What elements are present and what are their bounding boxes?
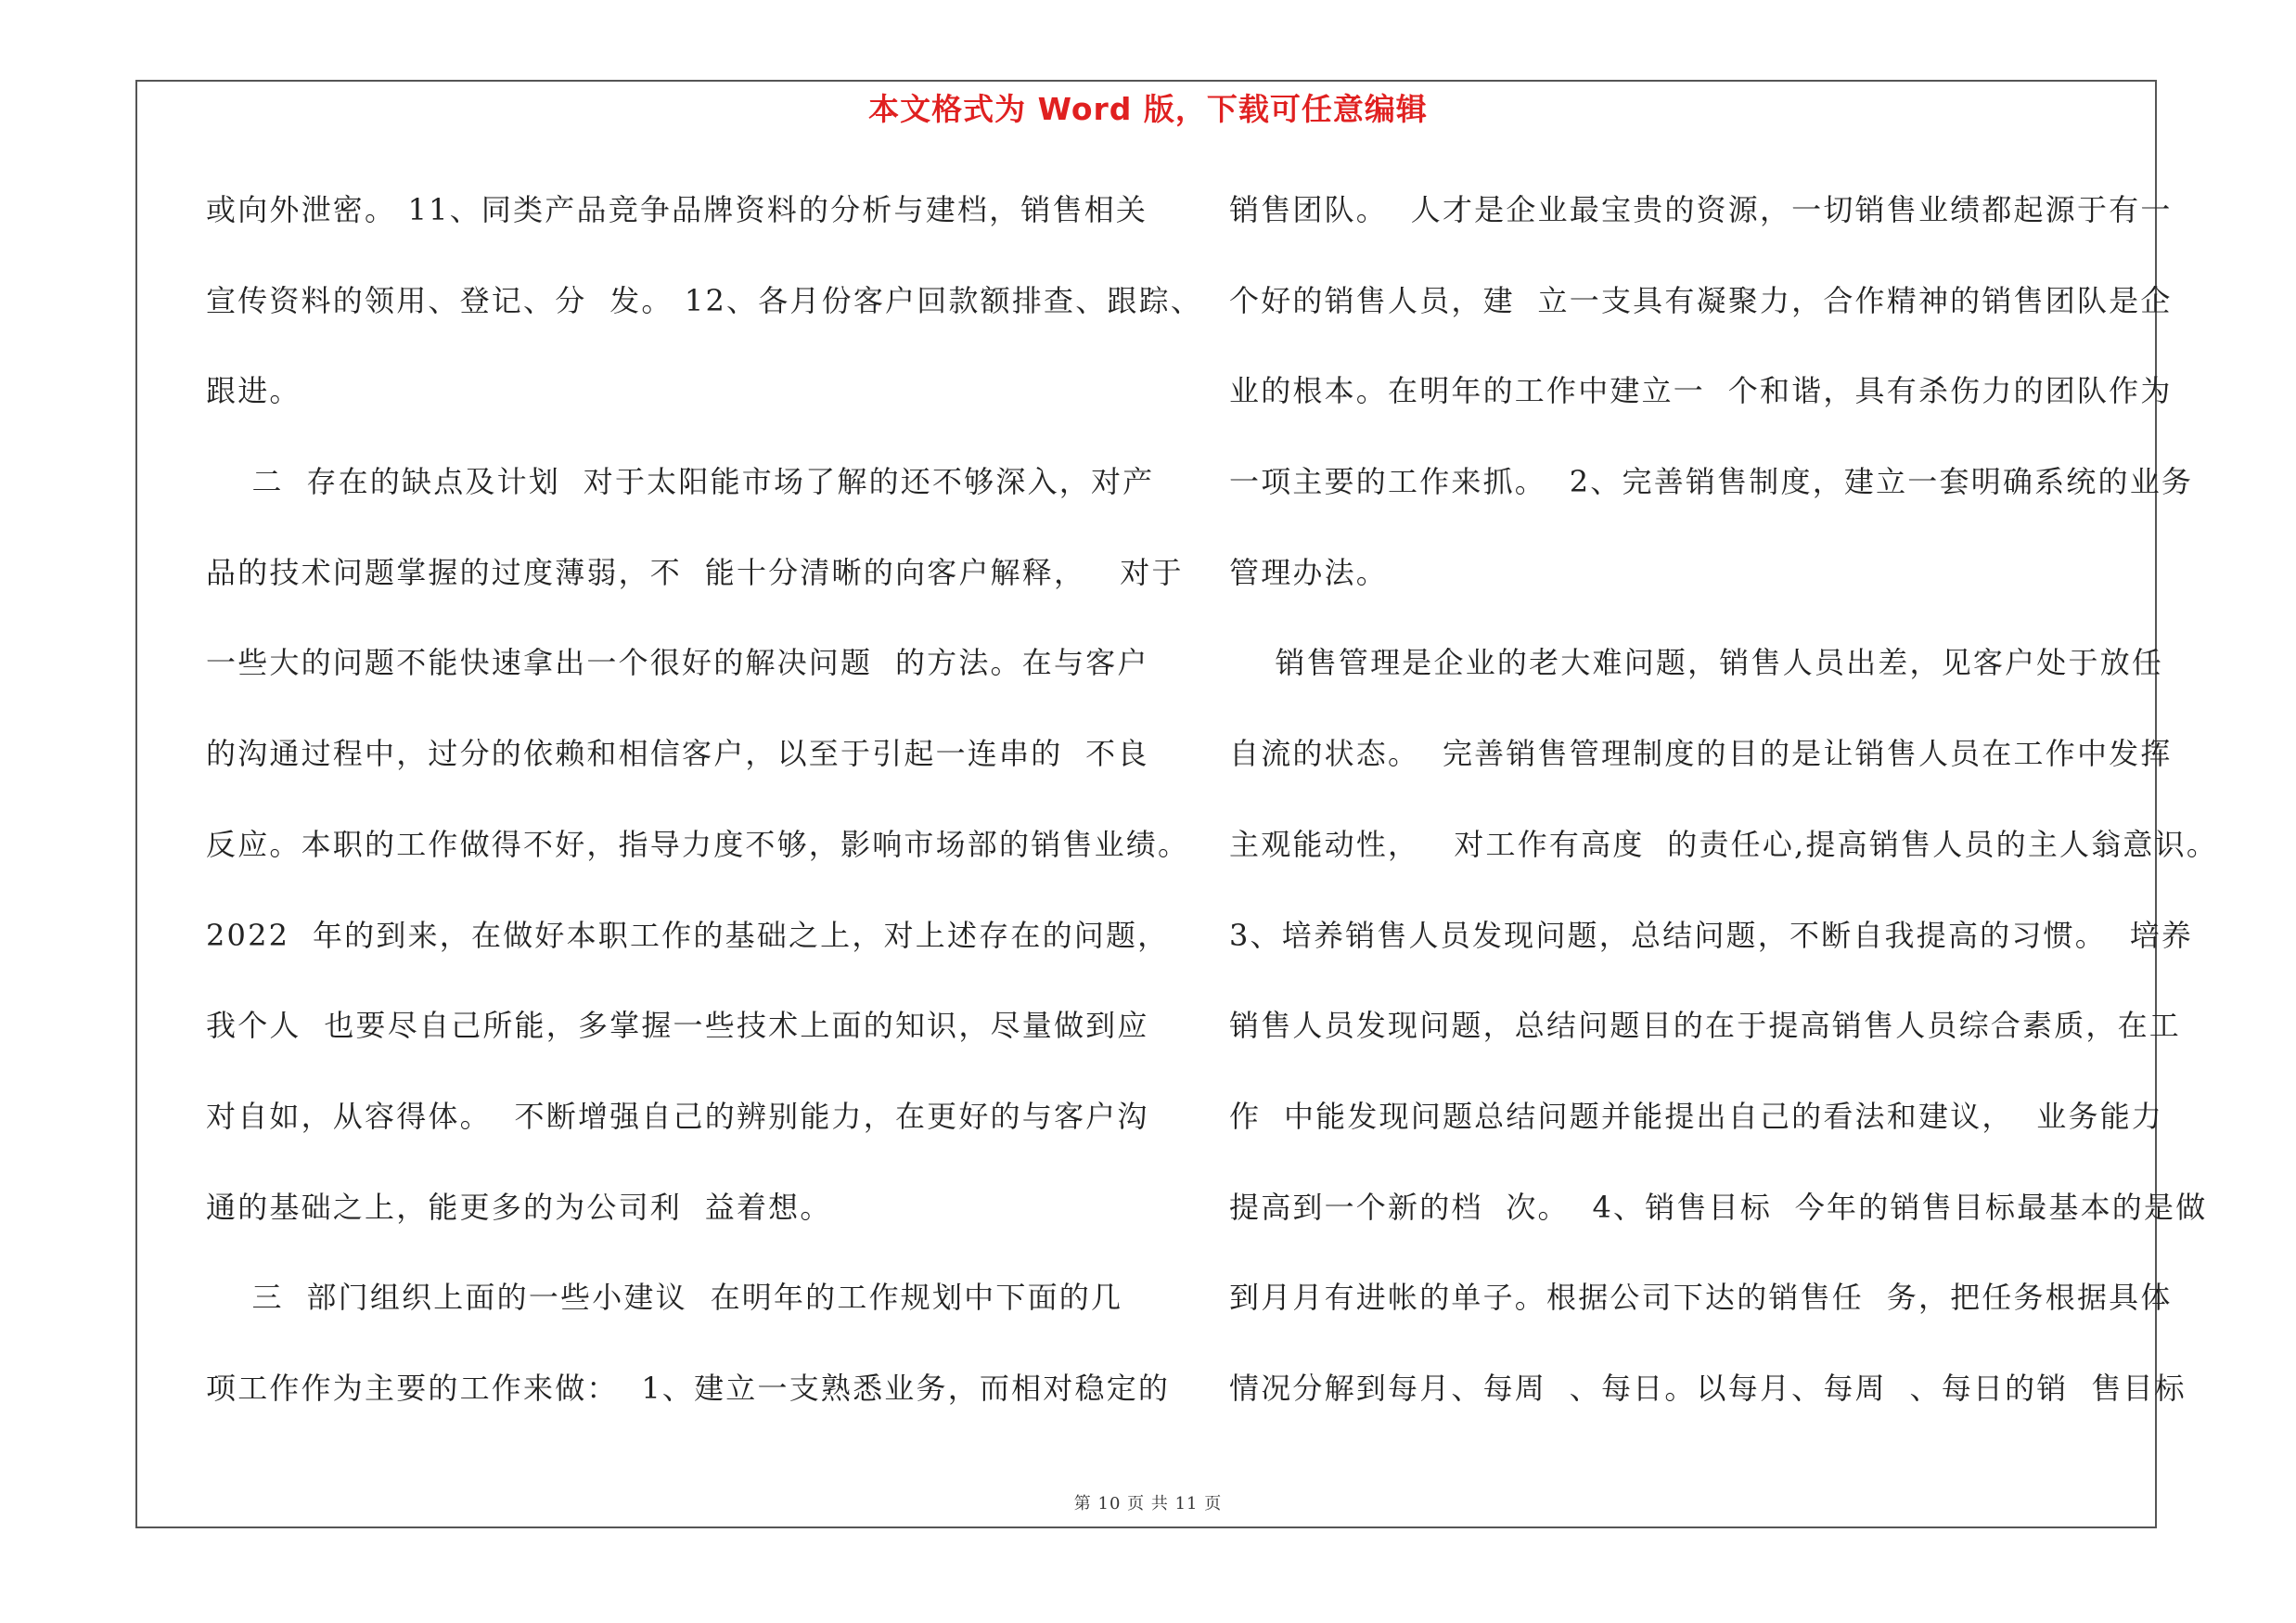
- text-line: 反应。本职的工作做得不好，指导力度不够，影响市场部的销售业绩。: [206, 826, 1190, 862]
- text-line: 宣传资料的领用、登记、分 发。 12、各月份客户回款额排查、跟踪、: [206, 282, 1203, 318]
- text-line: 项工作作为主要的工作来做： 1、建立一支熟悉业务，而相对稳定的: [206, 1370, 1171, 1406]
- text-line: 作 中能发现问题总结问题并能提出自己的看法和建议， 业务能力: [1229, 1098, 2164, 1134]
- text-line: 一项主要的工作来抓。 2、完善销售制度，建立一套明确系统的业务: [1229, 464, 2194, 500]
- text-line: 三 部门组织上面的一些小建议 在明年的工作规划中下面的几: [206, 1280, 1123, 1316]
- text-line: 或向外泄密。 11、同类产品竞争品牌资料的分析与建档，销售相关: [206, 192, 1148, 227]
- text-line: 情况分解到每月、每周 、每日。以每月、每周 、每日的销 售目标: [1229, 1370, 2187, 1406]
- text-line: 个好的销售人员，建 立一支具有凝聚力，合作精神的销售团队是企: [1229, 282, 2173, 318]
- text-line: 跟进。: [206, 373, 301, 409]
- document-banner: 本文格式为 Word 版，下载可任意编辑: [868, 91, 1428, 127]
- text-line: 3、培养销售人员发现问题，总结问题，不断自我提高的习惯。 培养: [1229, 917, 2194, 953]
- page-footer: 第 10 页 共 11 页: [1073, 1494, 1223, 1514]
- text-line: 业的根本。在明年的工作中建立一 个和谐，具有杀伤力的团队作为: [1229, 373, 2173, 409]
- text-line: 品的技术问题掌握的过度薄弱，不 能十分清晰的向客户解释， 对于: [206, 554, 1184, 590]
- text-line: 对自如，从容得体。 不断增强自己的辨别能力，在更好的与客户沟: [206, 1098, 1149, 1134]
- text-line: 2022 年的到来，在做好本职工作的基础之上，对上述存在的问题，: [206, 917, 1170, 953]
- text-line: 一些大的问题不能快速拿出一个很好的解决问题 的方法。在与客户: [206, 645, 1149, 681]
- text-line: 销售团队。 人才是企业最宝贵的资源，一切销售业绩都起源于有一: [1229, 192, 2173, 227]
- text-line: 销售管理是企业的老大难问题，销售人员出差，见客户处于放任: [1229, 645, 2164, 681]
- left-column: [206, 186, 1203, 1455]
- right-column: [1229, 186, 2219, 1455]
- text-line: 提高到一个新的档 次。 4、销售目标 今年的销售目标最基本的是做: [1229, 1189, 2208, 1225]
- text-line: 自流的状态。 完善销售管理制度的目的是让销售人员在工作中发挥: [1229, 736, 2173, 772]
- text-line: 主观能动性， 对工作有高度 的责任心,提高销售人员的主人翁意识。: [1229, 826, 2219, 862]
- text-line: 我个人 也要尽自己所能，多掌握一些技术上面的知识，尽量做到应: [206, 1008, 1149, 1044]
- text-line: 通的基础之上，能更多的为公司利 益着想。: [206, 1189, 832, 1225]
- text-line: 管理办法。: [1229, 554, 1389, 590]
- text-line: 二 存在的缺点及计划 对于太阳能市场了解的还不够深入，对产: [206, 464, 1155, 500]
- text-line: 到月月有进帐的单子。根据公司下达的销售任 务，把任务根据具体: [1229, 1280, 2173, 1316]
- text-line: 销售人员发现问题，总结问题目的在于提高销售人员综合素质，在工: [1229, 1008, 2182, 1044]
- text-line: 的沟通过程中，过分的依赖和相信客户，以至于引起一连串的 不良: [206, 736, 1149, 772]
